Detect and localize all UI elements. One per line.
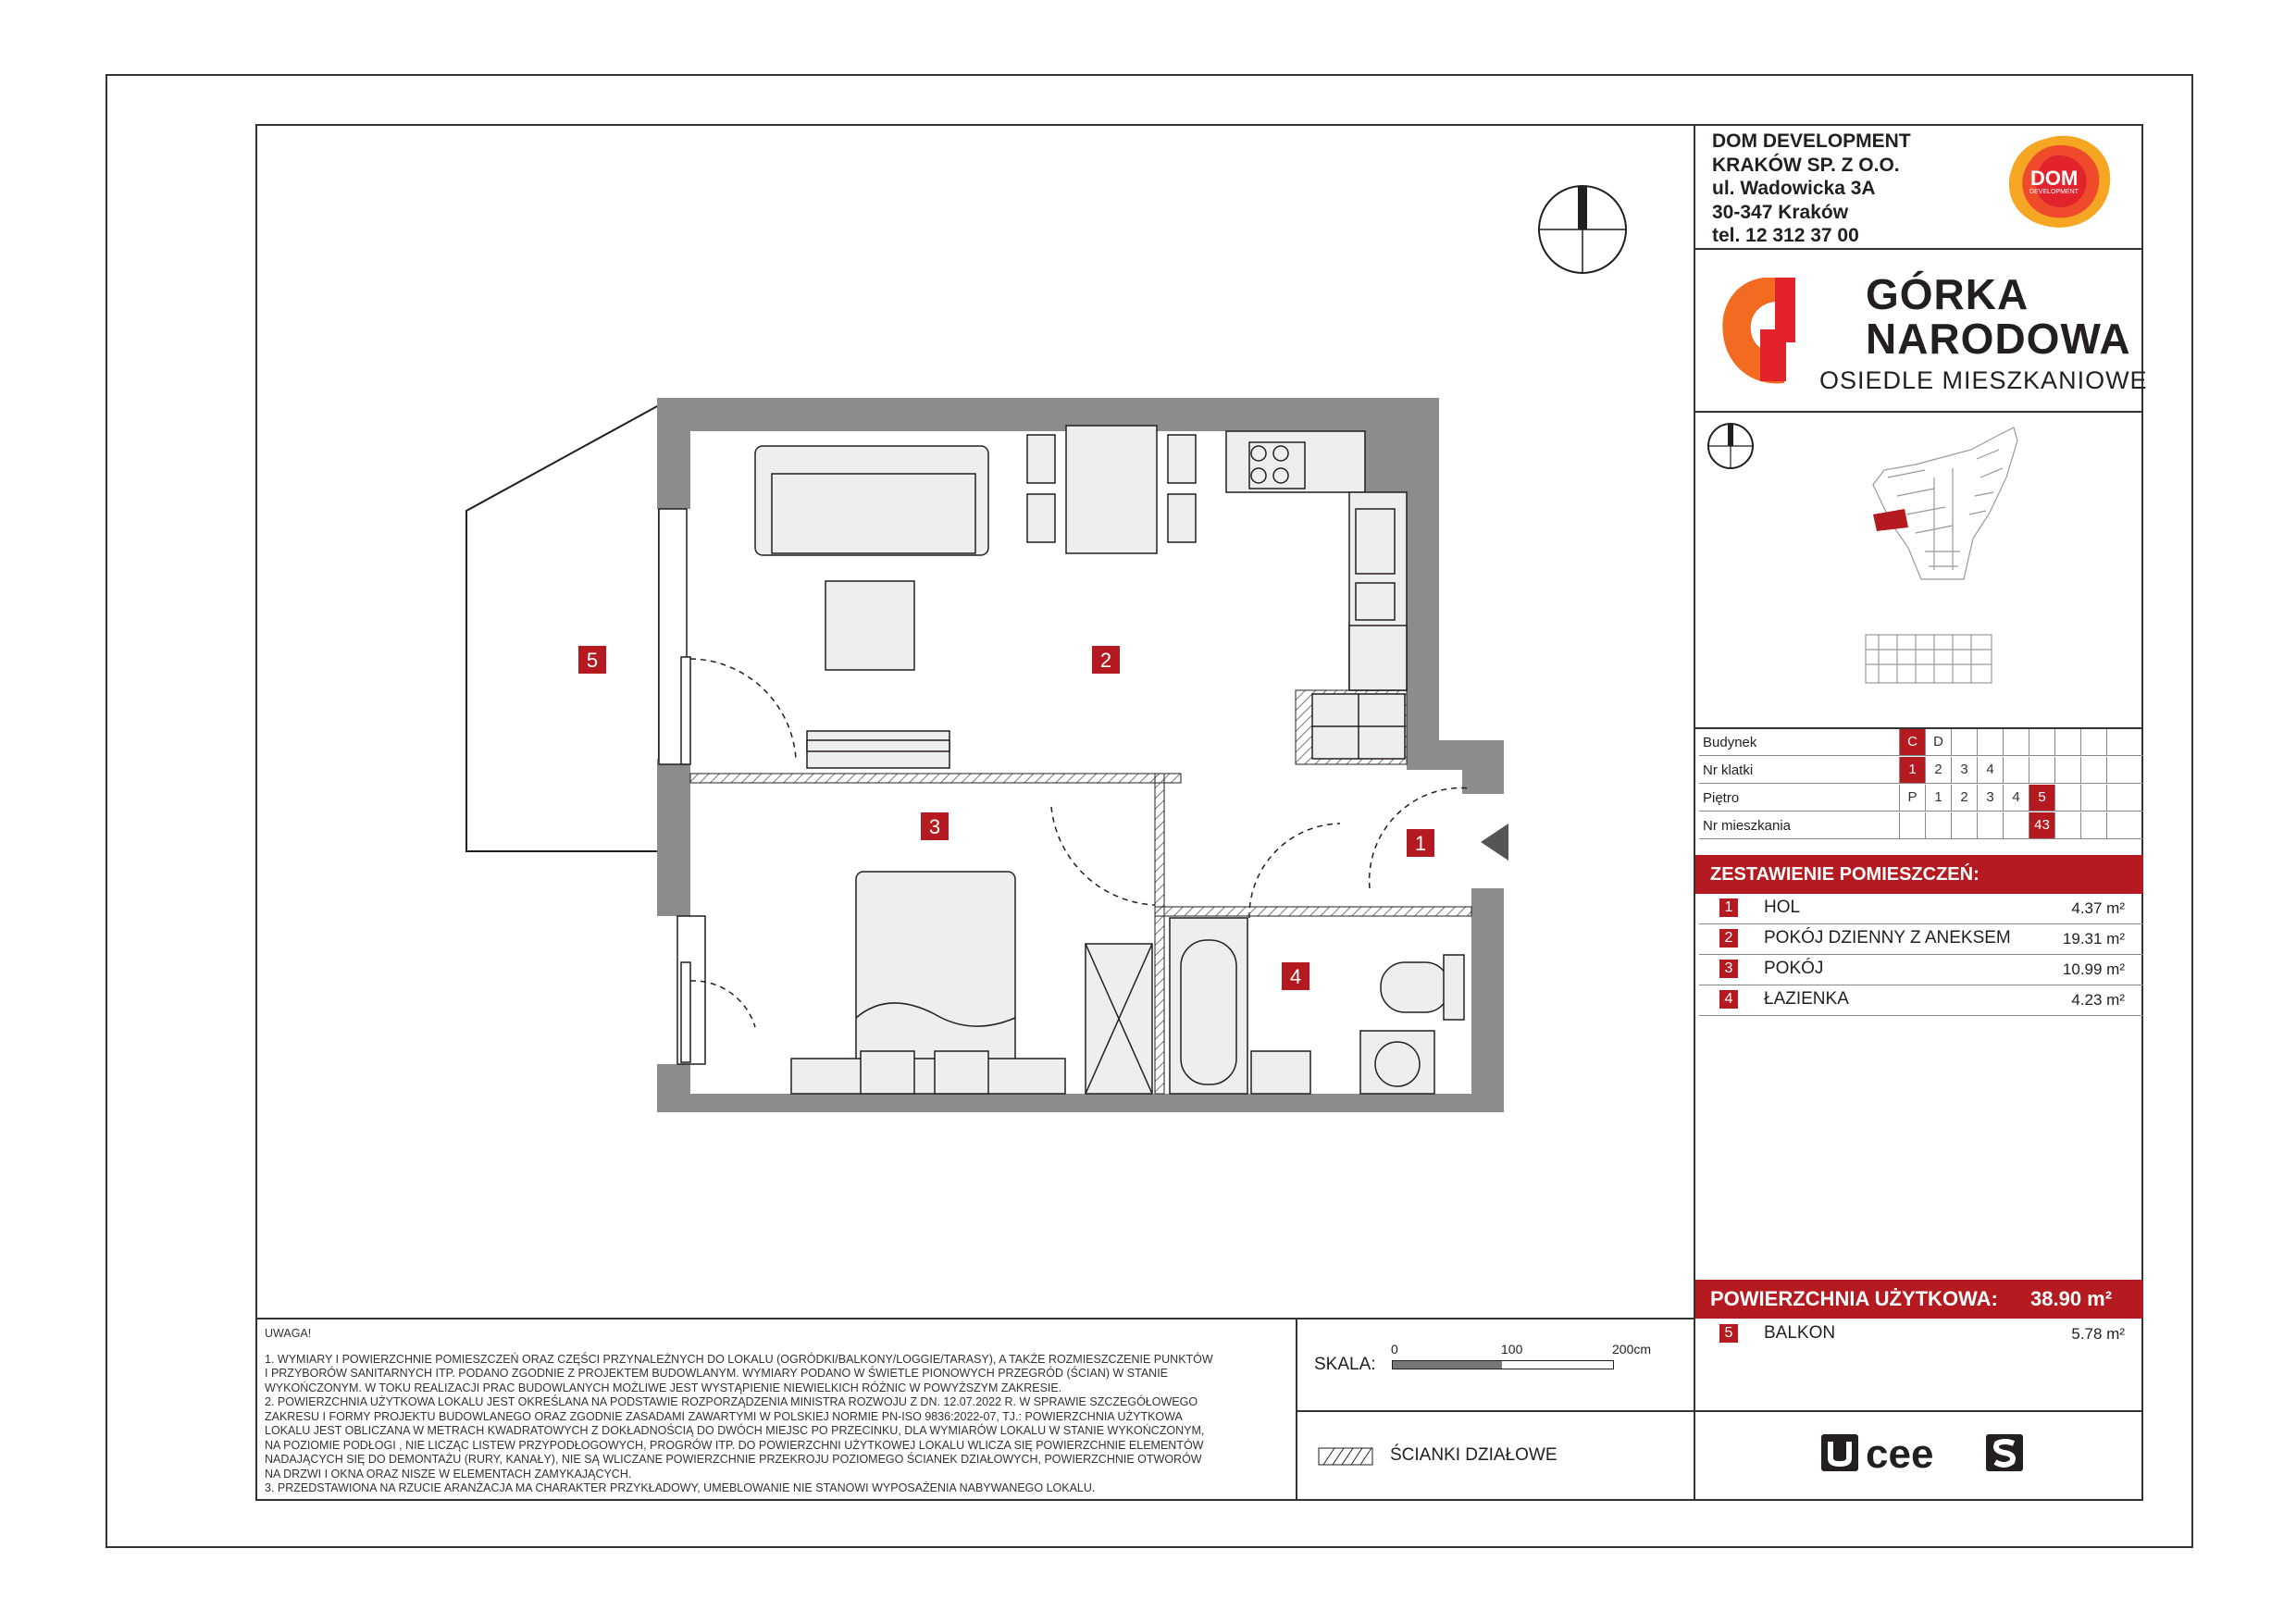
- logo-text: DOM: [2030, 167, 2079, 190]
- table-cell: [1951, 729, 1977, 755]
- room-label: 4: [1289, 965, 1302, 988]
- room-name: POKÓJ DZIENNY Z ANEKSEM: [1764, 928, 2011, 948]
- room-number: 5: [1719, 1324, 1738, 1343]
- room-number: 3: [1719, 960, 1738, 978]
- room-area: 5.78 m²: [2071, 1325, 2125, 1343]
- room-row: [1699, 894, 2143, 924]
- table-cell: [2003, 812, 2029, 838]
- table-row-staircase: [1899, 757, 2132, 783]
- divider: [1694, 411, 2143, 413]
- table-cell: 2: [1951, 785, 1977, 811]
- notes-line: ZAKRESU I FORMY PROJEKTU BUDOWLANEGO ORAZ ZGODNIE ZASADAMI ZAWARTYMI W POLSKIEJ NORMIE PN-ISO 9836:2022-07, TJ.: POWIERZCHNIA UŻYTKOWA: [265, 1409, 1183, 1423]
- table-cell: 43: [2029, 812, 2054, 838]
- notes-line: NA DRZWI I OKNA ORAZ NISZE W ELEMENTACH ZAMYKAJĄCYCH.: [265, 1467, 632, 1481]
- table-cell: [1977, 729, 2003, 755]
- floor-plan: [444, 389, 1536, 1134]
- scale-bar: [1392, 1360, 1614, 1369]
- table-row-apartment: [1899, 812, 2132, 838]
- table-cell: [2106, 729, 2132, 755]
- room-name: ŁAZIENKA: [1764, 989, 1849, 1009]
- table-label-building: Budynek: [1703, 735, 1757, 750]
- company-name-1: DOM DEVELOPMENT: [1712, 130, 1911, 152]
- table-cell: [1899, 812, 1925, 838]
- divider: [1694, 248, 2143, 250]
- table-cell: [1977, 812, 2003, 838]
- table-cell: [1951, 812, 1977, 838]
- table-cell: 1: [1925, 785, 1951, 811]
- north-arrow-small-icon: [1706, 422, 1755, 475]
- company-city: 30-347 Kraków: [1712, 201, 1849, 223]
- table-cell: C: [1899, 729, 1925, 755]
- scale-label: SKALA:: [1314, 1355, 1376, 1374]
- site-plan-thumbnail: [1860, 422, 2027, 723]
- company-street: ul. Wadowicka 3A: [1712, 178, 1876, 199]
- room-area: 4.23 m²: [2071, 991, 2125, 1009]
- room-number: 4: [1719, 990, 1738, 1009]
- total-area-bar: [1695, 1280, 2143, 1319]
- table-cell: D: [1925, 729, 1951, 755]
- table-cell: 4: [2003, 785, 2029, 811]
- table-cell: 1: [1899, 757, 1925, 783]
- table-cell: [2106, 812, 2132, 838]
- divider: [1296, 1410, 1694, 1412]
- notes-line: NA POZIOMIE PODŁOGI , NIE LICZĄC LISTEW PRZYPODŁOGOWYCH, PROGRÓW ITP. DO POWIERZCHNI UŻYTKOWEJ LOKALU WLICZA SIĘ POWIERZCHNIE ELEMENTÓW: [265, 1438, 1204, 1452]
- company-info: [1712, 130, 1911, 248]
- notes-line: LOKALU JEST OBLICZANA W METRACH KWADRATOWYCH Z DOKŁADNOŚCIĄ DO DWÓCH MIEJSC PO PRZECINKU, DLA WYMIARÓW LOKALU W STANIE WYKOŃCZONYM,: [265, 1424, 1205, 1437]
- table-row-floor: [1899, 785, 2132, 811]
- table-cell: [2080, 757, 2106, 783]
- room-row: [1699, 924, 2143, 955]
- room-row: [1699, 955, 2143, 985]
- room-name: HOL: [1764, 898, 1801, 917]
- table-cell: [2080, 785, 2106, 811]
- divider: [1694, 1410, 2143, 1412]
- project-name: [1866, 272, 2131, 361]
- table-cell: 2: [1925, 757, 1951, 783]
- table-cell: [2029, 757, 2054, 783]
- table-cell: [2106, 785, 2132, 811]
- notes-line: 2. POWIERZCHNIA UŻYTKOWA LOKALU JEST OKREŚLANA NA PODSTAWIE ROZPORZĄDZENIA MINISTRA ROZWOJU Z DN. 12.07.2022 R. W SPRAWIE SZCZEGÓŁOWEGO: [265, 1395, 1198, 1408]
- project-name-line2: NARODOWA: [1866, 315, 2131, 363]
- rooms-header: ZESTAWIENIE POMIESZCZEŃ:: [1695, 855, 2143, 894]
- room-area: 4.37 m²: [2071, 899, 2125, 917]
- project-subtitle: OSIEDLE MIESZKANIOWE: [1819, 366, 2148, 394]
- room-area: 10.99 m²: [2062, 960, 2125, 978]
- notes-line: 1. WYMIARY I POWIERZCHNIE POMIESZCZEŃ ORAZ CZĘŚCI PRZYNALEŻNYCH DO LOKALU (OGRÓDKI/BALKONY/LOGGIE/TARASY), A TAKŻE ROZMIESZCZENIE PUNKTÓW: [265, 1352, 1213, 1366]
- divider: [255, 1318, 1694, 1319]
- notes-title: UWAGA!: [265, 1327, 312, 1340]
- table-cell: [2054, 757, 2080, 783]
- table-cell: 3: [1977, 785, 2003, 811]
- room-label: 3: [928, 815, 941, 838]
- table-label-floor: Piętro: [1703, 790, 1740, 806]
- room-label: 5: [586, 649, 599, 672]
- table-row-building: [1899, 729, 2132, 755]
- table-cell: [2054, 729, 2080, 755]
- north-arrow-icon: [1536, 183, 1629, 280]
- total-area-value: 38.90 m²: [2030, 1287, 2113, 1310]
- table-cell: [2054, 785, 2080, 811]
- table-cell: [2106, 757, 2132, 783]
- table-cell: [1925, 812, 1951, 838]
- room-name: POKÓJ: [1764, 959, 1824, 978]
- divider: [1296, 1318, 1297, 1501]
- dom-development-logo: [1999, 131, 2119, 235]
- notes-line: I PRZYBORÓW SANITARNYCH ITP. PODANO ZGODNIE Z PROJEKTEM BUDOWLANYM. WYMIARY PODANO W ŚWIETLE PIONOWYCH PRZEGRÓD (ŚCIAN) W STANIE: [265, 1367, 1169, 1380]
- svg-text:cee: cee: [1866, 1432, 1934, 1475]
- room-row: [1699, 985, 2143, 1016]
- table-cell: [2029, 729, 2054, 755]
- table-cell: [2080, 812, 2106, 838]
- room-area: 19.31 m²: [2062, 930, 2125, 948]
- notes: [265, 1327, 1264, 1496]
- room-label: 2: [1099, 649, 1112, 672]
- notes-line: WYKOŃCZONYM. W TOKU REALIZACJI PRAC BUDOWLANYCH MOŻLIWE JEST WYSTĄPIENIE NIEWIELKICH RÓŻNIC W POWYŻSZYM ZAKRESIE.: [265, 1381, 1062, 1394]
- scale-tick-0: 0: [1391, 1342, 1398, 1357]
- room-name: BALKON: [1764, 1323, 1836, 1343]
- table-label-staircase: Nr klatki: [1703, 762, 1754, 778]
- company-name-2: KRAKÓW SP. Z O.O.: [1712, 154, 1900, 176]
- room-label: 1: [1414, 832, 1427, 855]
- table-cell: [2003, 729, 2029, 755]
- table-cell: 4: [1977, 757, 2003, 783]
- table-cell: [2003, 757, 2029, 783]
- company-phone: tel. 12 312 37 00: [1712, 225, 1859, 246]
- table-cell: 3: [1951, 757, 1977, 783]
- scale-tick-200: 200cm: [1612, 1342, 1652, 1357]
- partition-wall-swatch: [1318, 1447, 1373, 1470]
- room-number: 1: [1719, 898, 1738, 917]
- total-area-label: POWIERZCHNIA UŻYTKOWA:: [1710, 1287, 1998, 1310]
- table-label-apartment: Nr mieszkania: [1703, 818, 1792, 834]
- table-cell: 5: [2029, 785, 2054, 811]
- notes-line: 3. PRZEDSTAWIONA NA RZUCIE ARANŻACJA MA CHARAKTER PRZYKŁADOWY, UMEBLOWANIE NIE STANOWI WYPOSAŻENIA NABYWANEGO LOKALU.: [265, 1481, 1096, 1494]
- ucees-logo: [1821, 1432, 2025, 1480]
- gorka-narodowa-logo: [1718, 274, 1819, 390]
- legend-partition-walls: ŚCIANKI DZIAŁOWE: [1390, 1445, 1558, 1465]
- table-cell: [2054, 812, 2080, 838]
- table-cell: P: [1899, 785, 1925, 811]
- room-number: 2: [1719, 929, 1738, 948]
- logo-subtext: DEVELOPMENT: [2029, 189, 2079, 195]
- table-cell: [2080, 729, 2106, 755]
- scale-tick-100: 100: [1501, 1342, 1523, 1357]
- location-table: [1699, 729, 2143, 840]
- notes-line: NADAJĄCYCH SIĘ DO DEMONTAŻU (RURY, KANAŁY), NIE SĄ WLICZANE POWIERZCHNIE PRZEKROJU POZIOMEGO ŚCIANEK DZIAŁOWYCH, POWIERZCHNIE OTWORÓW: [265, 1453, 1202, 1466]
- balcony-row: [1699, 1319, 2143, 1349]
- project-name-line1: GÓRKA: [1866, 270, 2029, 318]
